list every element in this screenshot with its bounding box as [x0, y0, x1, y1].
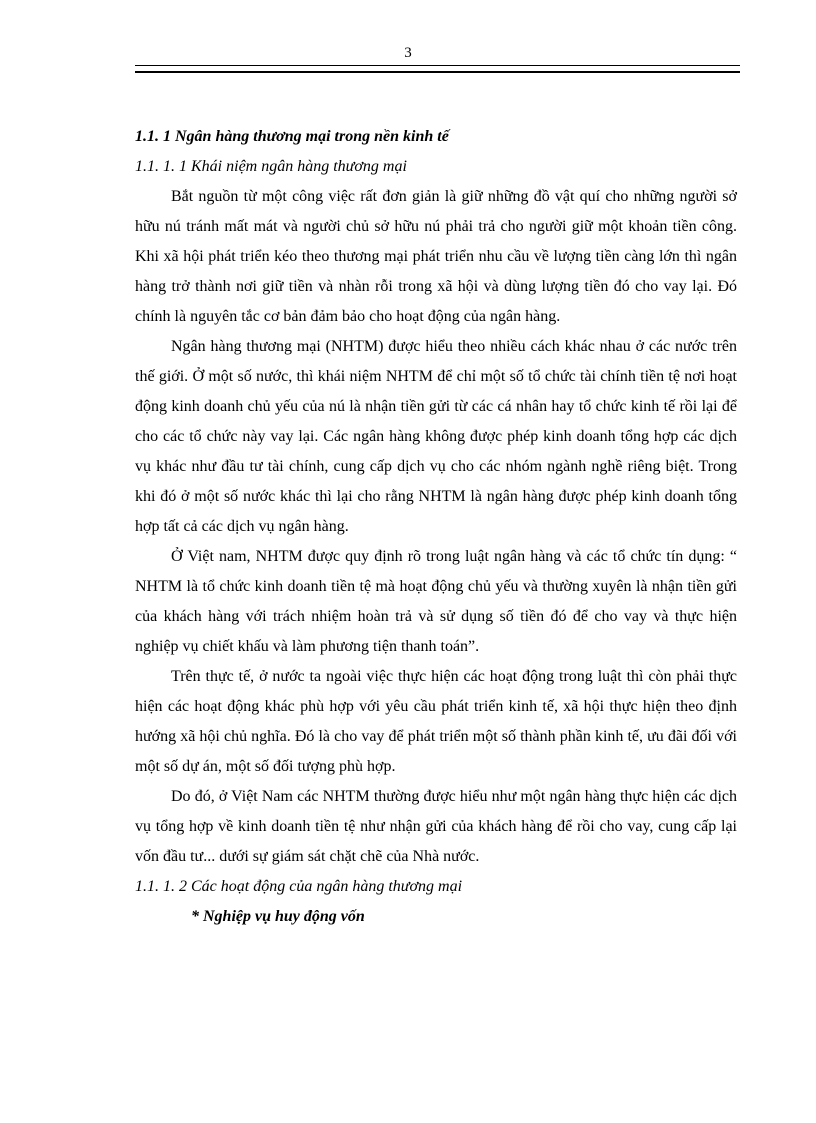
paragraph-2: Ngân hàng thương mại (NHTM) được hiểu theo nhiều cách khác nhau ở các nước trên thế giới. Ở một số nước, thì khái niệm NHTM để chỉ một số tổ chức tài chính tiền tệ nơi hoạt động kinh doanh chủ yếu của nú là nhận tiền gửi từ các cá nhân hay tổ chức kinh tế rồi lại để cho các tổ chức này vay lại. Các ngân hàng không được phép kinh doanh tổng hợp các dịch vụ khác như đầu tư tài chính, cung cấp dịch vụ cho các nhóm ngành nghề riêng biệt. Trong khi đó ở một số nước khác thì lại cho rằng NHTM là ngân hàng được phép kinh doanh tổng hợp tất cả các dịch vụ ngân hàng. [135, 338, 737, 535]
page-content [135, 122, 737, 932]
paragraph-4: Trên thực tế, ở nước ta ngoài việc thực hiện các hoạt động trong luật thì còn phải thực hiện các hoạt động khác phù hợp với yêu cầu phát triển kinh tế, xã hội thực hiện theo định hướng xã hội chủ nghĩa. Đó là cho vay để phát triển một số thành phần kinh tế, ưu đãi đối với một số dự án, một số đối tượng phù hợp. [135, 668, 737, 775]
section-heading: 1.1. 1 Ngân hàng thương mại trong nền kinh tế [135, 128, 449, 145]
subsection-heading-concept: 1.1. 1. 1 Khái niệm ngân hàng thương mại [135, 158, 407, 175]
subsection-heading-activities: 1.1. 1. 2 Các hoạt động của ngân hàng thương mại [135, 878, 463, 895]
paragraph-3: Ở Việt nam, NHTM được quy định rõ trong luật ngân hàng và các tổ chức tín dụng: “ NHTM là tổ chức kinh doanh tiền tệ mà hoạt động chủ yếu và thường xuyên là nhận tiền gửi của khách hàng với trách nhiệm hoàn trả và sử dụng số tiền đó để cho vay và thực hiện nghiệp vụ chiết khấu và làm phương tiện thanh toán”. [135, 548, 737, 655]
page-number: 3 [404, 45, 412, 61]
header-rule [135, 65, 740, 73]
bullet-heading: * Nghiệp vụ huy động vốn [191, 908, 365, 925]
paragraph-1: Bắt nguồn từ một công việc rất đơn giản là giữ những đồ vật quí cho những người sở hữu nú tránh mất mát và người chủ sở hữu nú phải trả cho người giữ một khoản tiền công. Khi xã hội phát triển kéo theo thương mại phát triển nhu cầu về lượng tiền càng lớn thì ngân hàng trở thành nơi giữ tiền và nhàn rỗi trong xã hội và dùng lượng tiền đó cho vay lại. Đó chính là nguyên tắc cơ bản đảm bảo cho hoạt động của ngân hàng. [135, 188, 737, 325]
paragraph-5: Do đó, ở Việt Nam các NHTM thường được hiểu như một ngân hàng thực hiện các dịch vụ tổng hợp về kinh doanh tiền tệ như nhận gửi của khách hàng để rồi cho vay, cung cấp lại vốn đầu tư... dưới sự giám sát chặt chẽ của Nhà nước. [135, 788, 737, 865]
